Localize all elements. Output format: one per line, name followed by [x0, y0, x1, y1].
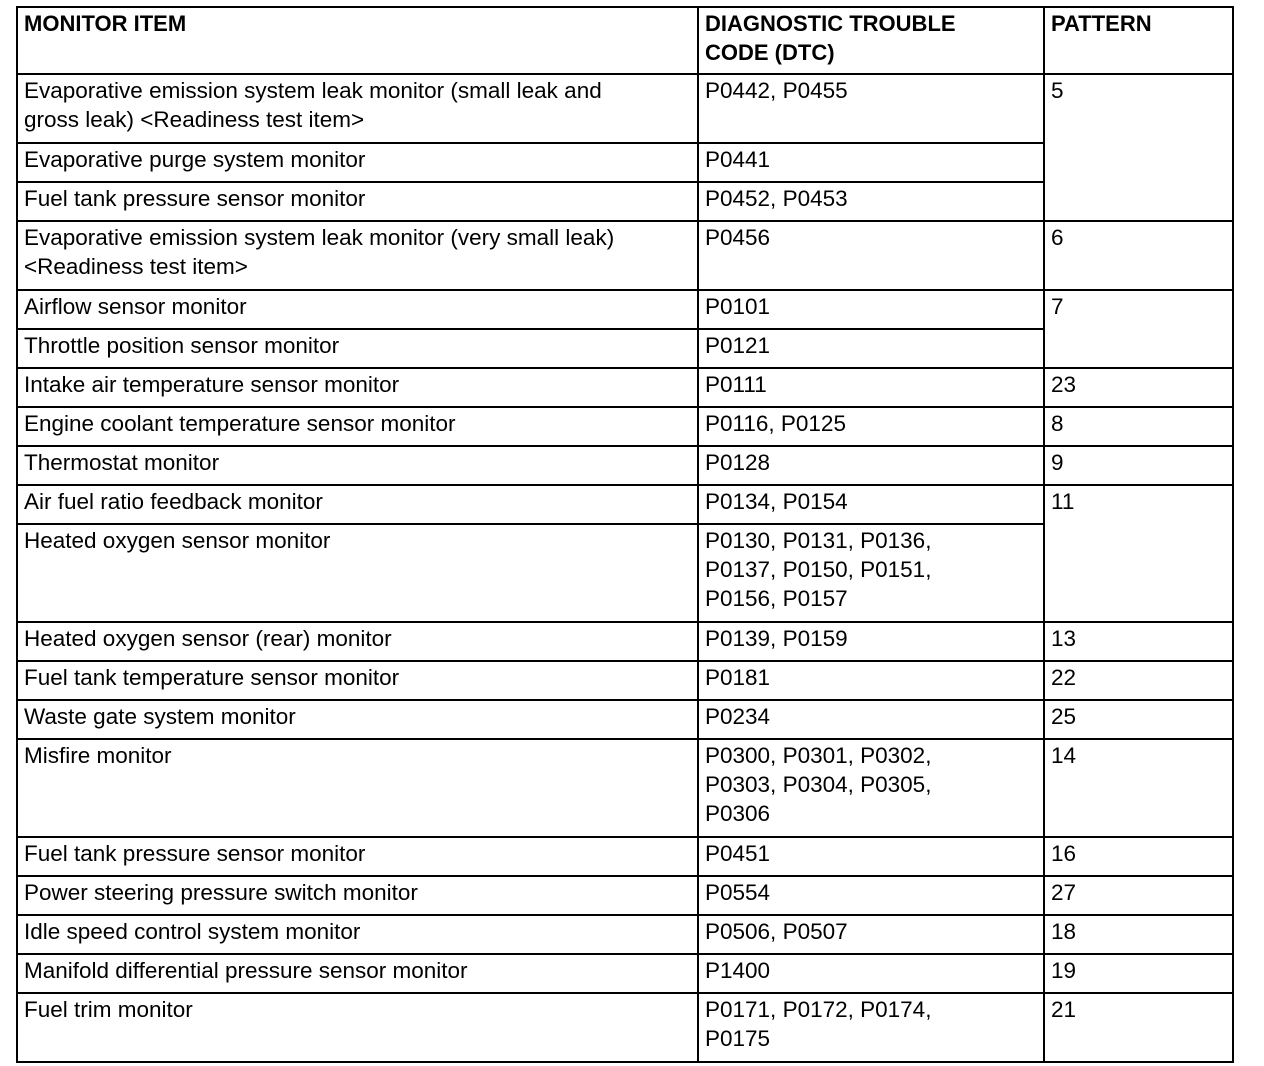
dtc-line: P0171, P0172, P0174, [705, 997, 932, 1022]
table-row [17, 661, 1233, 700]
monitor-item-line: gross leak) <Readiness test item> [24, 107, 365, 132]
dtc-line: P0175 [705, 1026, 771, 1051]
pattern-cell: 19 [1044, 954, 1233, 993]
table-row [17, 290, 1233, 329]
dtc-cell: P0134, P0154 [698, 485, 1044, 524]
dtc-cell: P0441 [698, 143, 1044, 182]
monitor-item-cell [17, 74, 698, 143]
header-row [17, 7, 1233, 74]
dtc-monitor-table [16, 6, 1234, 1063]
pattern-cell: 7 [1044, 290, 1233, 368]
monitor-item-cell: Power steering pressure switch monitor [17, 876, 698, 915]
pattern-cell: 22 [1044, 661, 1233, 700]
pattern-cell: 27 [1044, 876, 1233, 915]
dtc-line: P0130, P0131, P0136, [705, 528, 932, 553]
pattern-cell: 13 [1044, 622, 1233, 661]
dtc-cell [698, 993, 1044, 1062]
pattern-cell: 18 [1044, 915, 1233, 954]
table-row [17, 368, 1233, 407]
table-row [17, 446, 1233, 485]
pattern-cell: 25 [1044, 700, 1233, 739]
header-pattern: PATTERN [1044, 7, 1233, 74]
monitor-item-cell: Heated oxygen sensor (rear) monitor [17, 622, 698, 661]
dtc-cell: P0128 [698, 446, 1044, 485]
monitor-item-cell: Fuel tank temperature sensor monitor [17, 661, 698, 700]
header-dtc-line1: DIAGNOSTIC TROUBLE [705, 11, 956, 36]
dtc-cell: P0139, P0159 [698, 622, 1044, 661]
header-monitor-item: MONITOR ITEM [17, 7, 698, 74]
table-row [17, 739, 1233, 837]
dtc-cell: P0506, P0507 [698, 915, 1044, 954]
pattern-cell: 23 [1044, 368, 1233, 407]
table-row [17, 485, 1233, 524]
table-row [17, 837, 1233, 876]
monitor-item-line: Evaporative emission system leak monitor (small leak and [24, 78, 602, 103]
pattern-cell: 21 [1044, 993, 1233, 1062]
pattern-cell: 9 [1044, 446, 1233, 485]
table-row [17, 993, 1233, 1062]
monitor-item-cell: Intake air temperature sensor monitor [17, 368, 698, 407]
monitor-item-line: <Readiness test item> [24, 254, 248, 279]
dtc-cell: P0456 [698, 221, 1044, 290]
monitor-item-line: Evaporative emission system leak monitor (very small leak) [24, 225, 615, 250]
dtc-cell: P0101 [698, 290, 1044, 329]
dtc-line: P0137, P0150, P0151, [705, 557, 932, 582]
monitor-item-cell: Fuel trim monitor [17, 993, 698, 1062]
dtc-line: P0306 [705, 801, 771, 826]
dtc-cell: P0452, P0453 [698, 182, 1044, 221]
dtc-cell: P0554 [698, 876, 1044, 915]
dtc-cell [698, 524, 1044, 622]
table-row [17, 74, 1233, 143]
pattern-cell: 11 [1044, 485, 1233, 622]
dtc-cell: P0116, P0125 [698, 407, 1044, 446]
monitor-item-cell: Fuel tank pressure sensor monitor [17, 837, 698, 876]
monitor-item-cell: Waste gate system monitor [17, 700, 698, 739]
pattern-cell: 14 [1044, 739, 1233, 837]
dtc-cell: P0442, P0455 [698, 74, 1044, 143]
pattern-cell: 5 [1044, 74, 1233, 221]
table-row [17, 700, 1233, 739]
header-dtc [698, 7, 1044, 74]
dtc-line: P0303, P0304, P0305, [705, 772, 932, 797]
table-row [17, 915, 1233, 954]
monitor-item-cell: Idle speed control system monitor [17, 915, 698, 954]
monitor-item-cell: Air fuel ratio feedback monitor [17, 485, 698, 524]
monitor-item-cell: Airflow sensor monitor [17, 290, 698, 329]
pattern-cell: 6 [1044, 221, 1233, 290]
monitor-item-cell: Throttle position sensor monitor [17, 329, 698, 368]
monitor-item-cell: Heated oxygen sensor monitor [17, 524, 698, 622]
table-row [17, 622, 1233, 661]
monitor-item-cell: Fuel tank pressure sensor monitor [17, 182, 698, 221]
dtc-cell: P0181 [698, 661, 1044, 700]
monitor-item-cell: Thermostat monitor [17, 446, 698, 485]
pattern-cell: 8 [1044, 407, 1233, 446]
dtc-cell: P0451 [698, 837, 1044, 876]
dtc-cell: P1400 [698, 954, 1044, 993]
dtc-cell: P0111 [698, 368, 1044, 407]
monitor-item-cell: Evaporative purge system monitor [17, 143, 698, 182]
dtc-line: P0156, P0157 [705, 586, 848, 611]
table-row [17, 954, 1233, 993]
header-dtc-line2: CODE (DTC) [705, 40, 835, 65]
dtc-cell: P0234 [698, 700, 1044, 739]
dtc-cell [698, 739, 1044, 837]
table-row [17, 221, 1233, 290]
monitor-item-cell: Misfire monitor [17, 739, 698, 837]
dtc-cell: P0121 [698, 329, 1044, 368]
monitor-item-cell [17, 221, 698, 290]
pattern-cell: 16 [1044, 837, 1233, 876]
monitor-item-cell: Manifold differential pressure sensor monitor [17, 954, 698, 993]
dtc-line: P0300, P0301, P0302, [705, 743, 932, 768]
table-row [17, 407, 1233, 446]
monitor-item-cell: Engine coolant temperature sensor monitor [17, 407, 698, 446]
table-row [17, 876, 1233, 915]
